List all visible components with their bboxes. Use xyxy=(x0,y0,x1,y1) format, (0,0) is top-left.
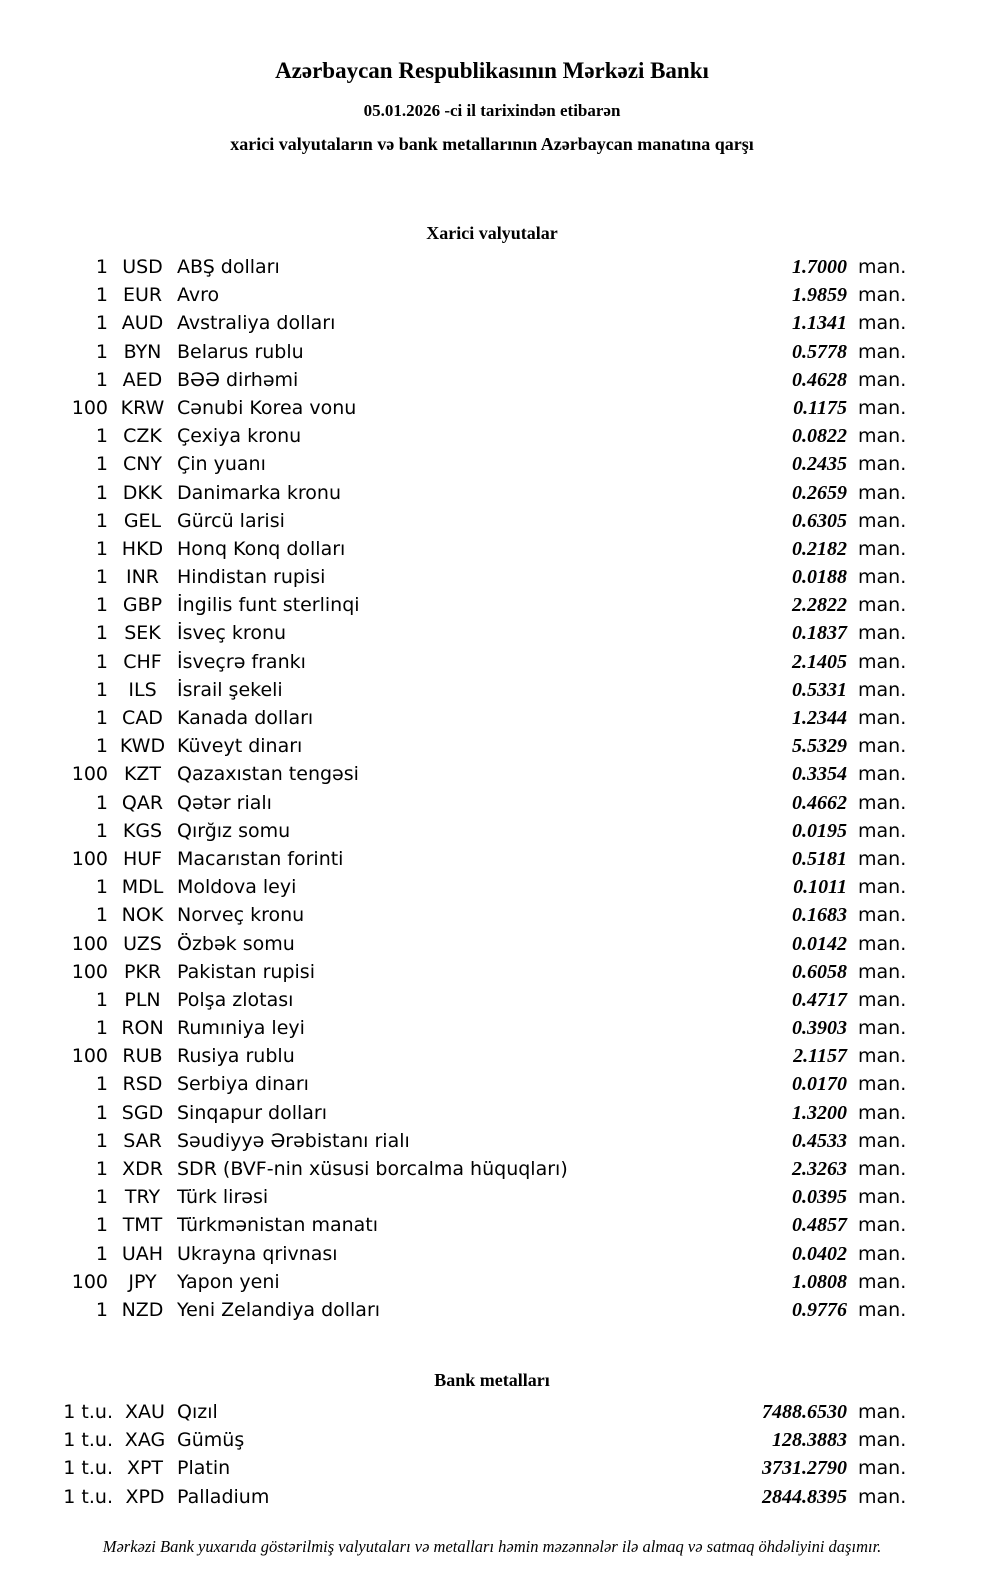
rate-cell: 0.6058 xyxy=(792,960,847,983)
currency-rates-table xyxy=(0,253,910,1324)
rate-cell: 2.3263 xyxy=(792,1158,847,1180)
quantity-cell: 1 xyxy=(95,819,108,842)
unit-label: man. xyxy=(858,1298,907,1321)
currency-name-cell: Qırğız somu xyxy=(177,819,291,842)
unit-label: man. xyxy=(858,284,907,307)
currency-code-cell: BYN xyxy=(123,340,162,363)
rate-cell: 0.4533 xyxy=(792,1129,847,1152)
rate-cell: 1.0808 xyxy=(792,1270,847,1293)
currency-code-cell: RUB xyxy=(122,1045,163,1068)
currency-code-cell: QAR xyxy=(121,791,164,814)
unit-label: man. xyxy=(858,509,907,532)
currency-code-cell: KGS xyxy=(122,819,163,842)
table-row xyxy=(0,732,910,760)
currency-code-cell: RSD xyxy=(122,1073,163,1096)
currency-code-cell: ILS xyxy=(128,678,157,701)
currency-name-cell: Serbiya dinarı xyxy=(177,1073,309,1096)
rate-cell: 0.1175 xyxy=(793,396,847,419)
quantity-cell: 100 xyxy=(71,763,108,786)
unit-label: man. xyxy=(858,425,907,448)
currency-name-cell: Moldova leyi xyxy=(177,876,297,899)
quantity-cell: 1 xyxy=(95,340,108,363)
currency-name-cell: ABŞ dolları xyxy=(177,256,280,278)
currency-name-cell: Hindistan rupisi xyxy=(177,566,326,589)
quantity-cell: 1 xyxy=(95,1298,108,1321)
rate-cell: 2.2822 xyxy=(792,594,847,617)
unit-label: man. xyxy=(858,1129,907,1152)
currency-name-cell: Palladium xyxy=(177,1485,270,1508)
currency-code-cell: SAR xyxy=(123,1129,162,1152)
unit-label: man. xyxy=(858,453,907,476)
currency-name-cell: Qətər rialı xyxy=(177,791,272,814)
table-row xyxy=(0,1211,910,1239)
unit-label: man. xyxy=(858,368,907,391)
quantity-cell: 1 xyxy=(95,988,108,1011)
currency-code-cell: KRW xyxy=(120,396,165,419)
table-row xyxy=(0,789,910,817)
quantity-cell: 1 xyxy=(95,876,108,899)
metals-section-heading: Bank metalları xyxy=(434,1370,550,1390)
quantity-cell: 1 t.u. xyxy=(63,1401,113,1423)
unit-label: man. xyxy=(858,1429,907,1452)
currency-name-cell: Çexiya kronu xyxy=(177,425,302,448)
unit-label: man. xyxy=(858,960,907,983)
unit-label: man. xyxy=(858,312,907,335)
unit-label: man. xyxy=(858,1101,907,1124)
currency-code-cell: NZD xyxy=(121,1298,164,1321)
table-row xyxy=(0,648,910,676)
currency-code-cell: CZK xyxy=(123,425,162,448)
currency-name-cell: Avro xyxy=(177,284,220,307)
currency-name-cell: Pakistan rupisi xyxy=(177,960,315,983)
currency-name-cell: Səudiyyə Ərəbistanı rialı xyxy=(177,1129,410,1152)
rate-cell: 1.3200 xyxy=(792,1101,847,1124)
table-row xyxy=(0,1042,910,1070)
currency-name-cell: BƏƏ dirhəmi xyxy=(177,368,299,391)
currency-code-cell: XAU xyxy=(125,1401,165,1423)
table-row xyxy=(0,704,910,732)
table-row xyxy=(0,507,910,535)
quantity-cell: 1 xyxy=(95,1158,108,1180)
currency-name-cell: Yeni Zelandiya dolları xyxy=(177,1298,381,1321)
currency-name-cell: İsrail şekeli xyxy=(177,678,283,701)
unit-label: man. xyxy=(858,932,907,955)
unit-label: man. xyxy=(858,566,907,589)
rate-cell: 0.0402 xyxy=(792,1242,847,1265)
quantity-cell: 100 xyxy=(71,396,108,419)
rate-cell: 0.2435 xyxy=(792,453,847,476)
table-row xyxy=(0,619,910,647)
page-subtitle: xarici valyutaların və bank metallarının Azərbaycan manatına qarşı xyxy=(230,134,754,154)
rate-cell: 0.4857 xyxy=(792,1214,847,1237)
rate-cell: 0.4717 xyxy=(792,988,847,1011)
currency-code-cell: AED xyxy=(122,368,163,391)
currency-name-cell: Küveyt dinarı xyxy=(177,735,303,758)
table-row xyxy=(0,676,910,704)
quantity-cell: 1 xyxy=(95,566,108,589)
unit-label: man. xyxy=(858,904,907,927)
unit-label: man. xyxy=(858,1457,907,1480)
currencies-section-heading: Xarici valyutalar xyxy=(426,223,558,243)
unit-label: man. xyxy=(858,340,907,363)
unit-label: man. xyxy=(858,1270,907,1293)
quantity-cell: 100 xyxy=(71,932,108,955)
quantity-cell: 1 xyxy=(95,678,108,701)
unit-label: man. xyxy=(858,763,907,786)
quantity-cell: 1 xyxy=(95,284,108,307)
effective-date: 05.01.2026 -ci il tarixindən etibarən xyxy=(363,101,621,120)
table-row xyxy=(0,958,910,986)
table-row xyxy=(0,281,910,309)
quantity-cell: 1 xyxy=(95,368,108,391)
rate-cell: 0.5331 xyxy=(792,678,847,701)
currency-code-cell: CHF xyxy=(123,650,162,673)
table-row xyxy=(0,1014,910,1042)
rate-cell: 0.5181 xyxy=(792,847,847,870)
table-row xyxy=(0,1127,910,1155)
rate-cell: 1.2344 xyxy=(792,707,847,729)
unit-label: man. xyxy=(858,1186,907,1209)
table-row xyxy=(0,845,910,873)
currency-name-cell: Polşa zlotası xyxy=(177,988,294,1011)
rate-cell: 2.1157 xyxy=(793,1045,847,1068)
unit-label: man. xyxy=(858,819,907,842)
quantity-cell: 1 xyxy=(95,622,108,645)
currency-name-cell: Kanada dolları xyxy=(177,707,314,729)
quantity-cell: 1 xyxy=(95,509,108,532)
rate-cell: 0.0195 xyxy=(792,819,847,842)
table-row xyxy=(0,253,910,281)
rate-cell: 0.0142 xyxy=(792,932,847,955)
unit-label: man. xyxy=(858,707,907,729)
rate-cell: 0.5778 xyxy=(792,340,847,363)
table-row xyxy=(0,1296,910,1324)
quantity-cell: 1 xyxy=(95,1073,108,1096)
quantity-cell: 1 xyxy=(95,453,108,476)
currency-code-cell: USD xyxy=(122,256,163,278)
quantity-cell: 1 xyxy=(95,1129,108,1152)
table-row xyxy=(0,901,910,929)
currency-code-cell: XPD xyxy=(125,1485,165,1508)
table-row xyxy=(0,1155,910,1183)
unit-label: man. xyxy=(858,876,907,899)
quantity-cell: 100 xyxy=(71,1045,108,1068)
quantity-cell: 1 xyxy=(95,1242,108,1265)
unit-label: man. xyxy=(858,678,907,701)
quantity-cell: 1 xyxy=(95,904,108,927)
unit-label: man. xyxy=(858,1158,907,1180)
rate-cell: 3731.2790 xyxy=(762,1457,847,1480)
quantity-cell: 1 xyxy=(95,425,108,448)
rate-cell: 0.4628 xyxy=(792,368,847,391)
table-row xyxy=(0,309,910,337)
currency-name-cell: Danimarka kronu xyxy=(177,481,342,504)
rate-cell: 0.3903 xyxy=(792,1017,847,1040)
currency-code-cell: HKD xyxy=(121,537,164,560)
rate-cell: 0.0395 xyxy=(792,1186,847,1209)
unit-label: man. xyxy=(858,988,907,1011)
rate-cell: 0.0170 xyxy=(792,1073,847,1096)
unit-label: man. xyxy=(858,1485,907,1508)
rate-cell: 128.3883 xyxy=(772,1429,847,1452)
currency-code-cell: UZS xyxy=(123,932,162,955)
currency-code-cell: XAG xyxy=(124,1429,166,1452)
unit-label: man. xyxy=(858,1073,907,1096)
table-row xyxy=(0,591,910,619)
table-row xyxy=(0,1268,910,1296)
rate-cell: 0.0822 xyxy=(792,425,847,448)
currency-code-cell: PLN xyxy=(124,988,161,1011)
quantity-cell: 1 xyxy=(95,735,108,758)
currency-code-cell: KWD xyxy=(119,735,166,758)
unit-label: man. xyxy=(858,396,907,419)
quantity-cell: 1 xyxy=(95,256,108,278)
currency-name-cell: Çin yuanı xyxy=(177,453,266,476)
table-row xyxy=(0,1398,910,1426)
unit-label: man. xyxy=(858,847,907,870)
rate-cell: 0.6305 xyxy=(792,509,847,532)
unit-label: man. xyxy=(858,791,907,814)
page-title: Azərbaycan Respublikasının Mərkəzi Bankı xyxy=(275,58,709,83)
currency-code-cell: TRY xyxy=(124,1186,161,1209)
unit-label: man. xyxy=(858,650,907,673)
quantity-cell: 1 xyxy=(95,312,108,335)
quantity-cell: 1 xyxy=(95,1101,108,1124)
currency-name-cell: Belarus rublu xyxy=(177,340,304,363)
rate-cell: 0.2659 xyxy=(792,481,847,504)
unit-label: man. xyxy=(858,537,907,560)
table-row xyxy=(0,817,910,845)
currency-name-cell: Macarıstan forinti xyxy=(177,847,344,870)
currency-name-cell: İsveçrə frankı xyxy=(177,650,306,673)
quantity-cell: 100 xyxy=(71,847,108,870)
currency-name-cell: Türkmənistan manatı xyxy=(177,1214,379,1237)
rate-cell: 0.1683 xyxy=(792,904,847,927)
currency-code-cell: INR xyxy=(125,566,160,589)
quantity-cell: 1 xyxy=(95,481,108,504)
unit-label: man. xyxy=(858,622,907,645)
currency-name-cell: Honq Konq dolları xyxy=(177,537,346,560)
currency-code-cell: SGD xyxy=(121,1101,164,1124)
rate-cell: 0.1011 xyxy=(793,876,847,899)
quantity-cell: 1 t.u. xyxy=(63,1457,113,1480)
table-row xyxy=(0,479,910,507)
currency-name-cell: Özbək somu xyxy=(177,932,295,955)
quantity-cell: 1 xyxy=(95,1186,108,1209)
table-row xyxy=(0,1070,910,1098)
currency-code-cell: HUF xyxy=(122,847,163,870)
currency-code-cell: AUD xyxy=(121,312,164,335)
quantity-cell: 1 xyxy=(95,1214,108,1237)
currency-name-cell: Platin xyxy=(177,1457,231,1480)
currency-code-cell: CNY xyxy=(122,453,163,476)
table-row xyxy=(0,366,910,394)
currency-name-cell: Qızıl xyxy=(177,1401,218,1423)
currency-name-cell: Rumıniya leyi xyxy=(177,1017,305,1040)
currency-name-cell: Ukrayna qrivnası xyxy=(177,1242,338,1265)
quantity-cell: 1 t.u. xyxy=(63,1485,113,1508)
currency-name-cell: Yapon yeni xyxy=(177,1270,280,1293)
currency-name-cell: İngilis funt sterlinqi xyxy=(177,594,360,617)
currency-code-cell: GBP xyxy=(122,594,163,617)
rate-cell: 5.5329 xyxy=(792,735,847,758)
currency-code-cell: JPY xyxy=(128,1270,157,1293)
rate-cell: 0.1837 xyxy=(792,622,847,645)
table-row xyxy=(0,930,910,958)
table-row xyxy=(0,1099,910,1127)
rate-cell: 2844.8395 xyxy=(762,1485,847,1508)
quantity-cell: 100 xyxy=(71,960,108,983)
quantity-cell: 1 xyxy=(95,707,108,729)
unit-label: man. xyxy=(858,1045,907,1068)
table-row xyxy=(0,1483,910,1511)
currency-code-cell: RON xyxy=(121,1017,164,1040)
table-row xyxy=(0,338,910,366)
unit-label: man. xyxy=(858,594,907,617)
metal-rates-table xyxy=(0,1398,910,1511)
unit-label: man. xyxy=(858,1017,907,1040)
table-row xyxy=(0,1240,910,1268)
quantity-cell: 1 xyxy=(95,537,108,560)
currency-code-cell: TMT xyxy=(122,1214,163,1237)
unit-label: man. xyxy=(858,1242,907,1265)
currency-name-cell: Qazaxıstan tengəsi xyxy=(177,763,359,786)
unit-label: man. xyxy=(858,1214,907,1237)
currency-code-cell: PKR xyxy=(123,960,162,983)
rate-cell: 7488.6530 xyxy=(762,1401,847,1423)
table-row xyxy=(0,1183,910,1211)
currency-name-cell: İsveç kronu xyxy=(177,622,287,645)
currency-code-cell: GEL xyxy=(123,509,162,532)
unit-label: man. xyxy=(858,481,907,504)
currency-code-cell: SEK xyxy=(124,622,161,645)
rate-cell: 0.0188 xyxy=(792,566,847,589)
table-row xyxy=(0,760,910,788)
currency-name-cell: Gürcü larisi xyxy=(177,509,285,532)
currency-code-cell: EUR xyxy=(122,284,163,307)
table-row xyxy=(0,422,910,450)
quantity-cell: 1 xyxy=(95,1017,108,1040)
currency-name-cell: Avstraliya dolları xyxy=(177,312,336,335)
table-row xyxy=(0,1426,910,1454)
rate-cell: 0.9776 xyxy=(792,1298,847,1321)
quantity-cell: 1 xyxy=(95,594,108,617)
currency-name-cell: Rusiya rublu xyxy=(177,1045,295,1068)
currency-code-cell: NOK xyxy=(121,904,164,927)
table-row xyxy=(0,450,910,478)
currency-code-cell: MDL xyxy=(121,876,164,899)
rate-cell: 0.4662 xyxy=(792,791,847,814)
currency-code-cell: KZT xyxy=(123,763,162,786)
rate-cell: 1.9859 xyxy=(792,284,847,307)
table-row xyxy=(0,1454,910,1482)
currency-code-cell: DKK xyxy=(122,481,163,504)
currency-name-cell: Norveç kronu xyxy=(177,904,305,927)
table-row xyxy=(0,535,910,563)
rate-cell: 1.7000 xyxy=(792,256,847,278)
unit-label: man. xyxy=(858,256,907,278)
quantity-cell: 1 t.u. xyxy=(63,1429,113,1452)
table-row xyxy=(0,563,910,591)
rate-cell: 0.2182 xyxy=(792,537,847,560)
table-row xyxy=(0,873,910,901)
rate-cell: 0.3354 xyxy=(792,763,847,786)
quantity-cell: 1 xyxy=(95,791,108,814)
quantity-cell: 1 xyxy=(95,650,108,673)
currency-code-cell: XDR xyxy=(122,1158,163,1180)
rate-cell: 1.1341 xyxy=(792,312,847,335)
rate-cell: 2.1405 xyxy=(792,650,847,673)
currency-code-cell: XPT xyxy=(126,1457,164,1480)
disclaimer-text: Mərkəzi Bank yuxarıda göstərilmiş valyutaları və metalları həmin məzənnələr ilə almaq və satmaq öhdəliyini daşımır. xyxy=(102,1537,882,1556)
table-row xyxy=(0,394,910,422)
unit-label: man. xyxy=(858,735,907,758)
currency-name-cell: Gümüş xyxy=(177,1429,245,1452)
currency-name-cell: SDR (BVF-nin xüsusi borcalma hüquqları) xyxy=(177,1158,568,1180)
currency-code-cell: CAD xyxy=(122,707,163,729)
currency-name-cell: Sinqapur dolları xyxy=(177,1101,328,1124)
currency-name-cell: Türk lirəsi xyxy=(177,1186,269,1209)
table-row xyxy=(0,986,910,1014)
quantity-cell: 100 xyxy=(71,1270,108,1293)
currency-name-cell: Cənubi Korea vonu xyxy=(177,396,357,419)
unit-label: man. xyxy=(858,1401,907,1423)
currency-code-cell: UAH xyxy=(121,1242,164,1265)
